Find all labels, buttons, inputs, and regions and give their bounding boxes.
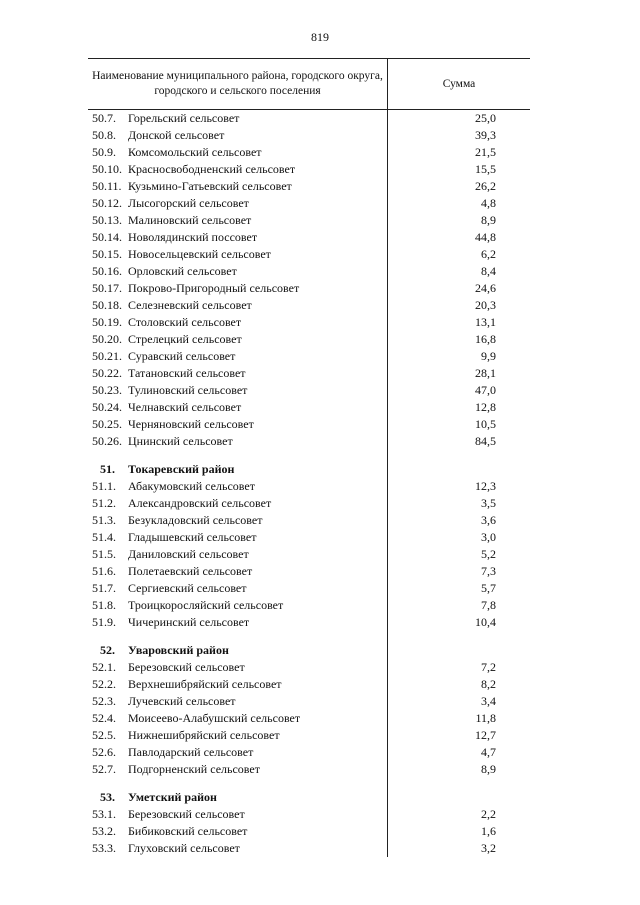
row-value: 3,0 [481, 530, 496, 544]
row-number: 50.25. [92, 417, 122, 431]
table-row [88, 348, 530, 365]
settlement-name: Орловский сельсовет [128, 264, 237, 278]
row-number: 51.4. [92, 530, 116, 544]
settlement-name: Стрелецкий сельсовет [128, 332, 242, 346]
table-row [88, 512, 530, 529]
row-number: 51.6. [92, 564, 116, 578]
table-header [88, 58, 530, 110]
table-row [88, 382, 530, 399]
row-value: 7,3 [481, 564, 496, 578]
row-number: 50.9. [92, 145, 116, 159]
row-number: 50.18. [92, 298, 122, 312]
settlement-name: Чичеринский сельсовет [128, 615, 250, 629]
settlement-name: Троицкоросляйский сельсовет [128, 598, 284, 612]
row-value: 21,5 [475, 145, 496, 159]
table-row [88, 597, 530, 614]
section-row [88, 788, 530, 806]
table-row [88, 127, 530, 144]
row-number: 50.23. [92, 383, 122, 397]
table-row [88, 563, 530, 580]
table-row [88, 399, 530, 416]
table-row [88, 580, 530, 597]
row-number: 51.7. [92, 581, 116, 595]
district-name: Токаревский район [128, 461, 235, 476]
row-value: 3,2 [481, 841, 496, 855]
table-row [88, 495, 530, 512]
budget-table [88, 58, 530, 857]
row-number: 50.13. [92, 213, 122, 227]
row-value: 4,7 [481, 745, 496, 759]
row-value: 6,2 [481, 247, 496, 261]
row-number: 51.9. [92, 615, 116, 629]
row-number: 50.8. [92, 128, 116, 142]
row-value: 16,8 [475, 332, 496, 346]
settlement-name: Татановский сельсовет [128, 366, 246, 380]
row-number: 51.8. [92, 598, 116, 612]
row-value: 4,8 [481, 196, 496, 210]
table-row [88, 195, 530, 212]
row-value: 47,0 [475, 383, 496, 397]
table-row [88, 693, 530, 710]
row-number: 50.16. [92, 264, 122, 278]
settlement-name: Александровский сельсовет [128, 496, 272, 510]
row-value: 7,8 [481, 598, 496, 612]
row-value: 2,2 [481, 807, 496, 821]
settlement-name: Покрово-Пригородный сельсовет [128, 281, 300, 295]
row-number: 50.7. [92, 111, 116, 125]
settlement-name: Моисеево-Алабушский сельсовет [128, 711, 301, 725]
row-value: 8,4 [481, 264, 496, 278]
row-number: 52.6. [92, 745, 116, 759]
settlement-name: Красносвободненский сельсовет [128, 162, 296, 176]
row-value: 24,6 [475, 281, 496, 295]
table-row [88, 840, 530, 857]
table-row [88, 280, 530, 297]
row-number: 50.15. [92, 247, 122, 261]
row-number: 50.10. [92, 162, 122, 176]
row-number: 50.22. [92, 366, 122, 380]
row-value: 12,8 [475, 400, 496, 414]
settlement-name: Новолядинский поссовет [128, 230, 258, 244]
settlement-name: Столовский сельсовет [128, 315, 242, 329]
table-row [88, 331, 530, 348]
settlement-name: Даниловский сельсовет [128, 547, 249, 561]
row-number: 50.11. [92, 179, 122, 193]
settlement-name: Донской сельсовет [128, 128, 225, 142]
row-number: 50.12. [92, 196, 122, 210]
table-row [88, 297, 530, 314]
table-row [88, 546, 530, 563]
settlement-name: Абакумовский сельсовет [128, 479, 255, 493]
table-row [88, 110, 530, 127]
row-number: 52.7. [92, 762, 116, 776]
settlement-name: Лучевский сельсовет [128, 694, 236, 708]
row-value: 5,2 [481, 547, 496, 561]
row-number: 50.24. [92, 400, 122, 414]
header-sum-column: Сумма [442, 78, 476, 90]
row-value: 25,0 [475, 111, 496, 125]
settlement-name: Черняновский сельсовет [128, 417, 254, 431]
table-row [88, 263, 530, 280]
row-value: 3,6 [481, 513, 496, 527]
table-row [88, 806, 530, 823]
settlement-name: Нижнешибряйский сельсовет [128, 728, 280, 742]
settlement-name: Березовский сельсовет [128, 807, 245, 821]
row-value: 1,6 [481, 824, 496, 838]
settlement-name: Челнавский сельсовет [128, 400, 242, 414]
settlement-name: Подгорненский сельсовет [128, 762, 260, 776]
table-row [88, 659, 530, 676]
settlement-name: Бибиковский сельсовет [128, 824, 248, 838]
row-number: 50.14. [92, 230, 122, 244]
row-number: 51. [100, 461, 115, 476]
settlement-name: Горельский сельсовет [128, 111, 240, 125]
row-value: 28,1 [475, 366, 496, 380]
district-name: Уваровский район [128, 642, 229, 657]
row-value: 12,3 [475, 479, 496, 493]
row-number: 53.3. [92, 841, 116, 855]
table-row [88, 416, 530, 433]
row-number: 50.19. [92, 315, 122, 329]
table-row [88, 614, 530, 631]
table-row [88, 229, 530, 246]
settlement-name: Павлодарский сельсовет [128, 745, 254, 759]
row-value: 20,3 [475, 298, 496, 312]
district-name: Уметский район [128, 789, 217, 804]
settlement-name: Безукладовский сельсовет [128, 513, 263, 527]
table-row [88, 433, 530, 450]
row-number: 50.20. [92, 332, 122, 346]
row-number: 52. [100, 642, 115, 657]
settlement-name: Малиновский сельсовет [128, 213, 252, 227]
row-value: 13,1 [475, 315, 496, 329]
settlement-name: Глуховский сельсовет [128, 841, 240, 855]
table-row [88, 365, 530, 382]
row-number: 53. [100, 789, 115, 804]
settlement-name: Лысогорский сельсовет [128, 196, 249, 210]
row-number: 51.1. [92, 479, 116, 493]
table-row [88, 529, 530, 546]
settlement-name: Цнинский сельсовет [128, 434, 233, 448]
table-row [88, 478, 530, 495]
settlement-name: Кузьмино-Гатьевский сельсовет [128, 179, 292, 193]
table-row [88, 823, 530, 840]
row-value: 10,4 [475, 615, 496, 629]
settlement-name: Березовский сельсовет [128, 660, 245, 674]
row-number: 52.3. [92, 694, 116, 708]
table-row [88, 676, 530, 693]
row-value: 39,3 [475, 128, 496, 142]
settlement-name: Гладышевский сельсовет [128, 530, 257, 544]
row-value: 11,8 [475, 711, 496, 725]
row-value: 44,8 [475, 230, 496, 244]
settlement-name: Новосельцевский сельсовет [128, 247, 271, 261]
row-value: 5,7 [481, 581, 496, 595]
row-value: 10,5 [475, 417, 496, 431]
row-value: 8,9 [481, 762, 496, 776]
settlement-name: Полетаевский сельсовет [128, 564, 253, 578]
row-number: 50.26. [92, 434, 122, 448]
section-row [88, 641, 530, 659]
row-number: 52.1. [92, 660, 116, 674]
row-number: 51.5. [92, 547, 116, 561]
table-row [88, 744, 530, 761]
row-value: 12,7 [475, 728, 496, 742]
row-value: 26,2 [475, 179, 496, 193]
settlement-name: Верхнешибряйский сельсовет [128, 677, 282, 691]
page-number: 819 [311, 30, 329, 44]
settlement-name: Тулиновский сельсовет [128, 383, 248, 397]
table-row [88, 212, 530, 229]
row-number: 53.2. [92, 824, 116, 838]
settlement-name: Селезневский сельсовет [128, 298, 252, 312]
row-number: 52.2. [92, 677, 116, 691]
settlement-name: Суравский сельсовет [128, 349, 236, 363]
row-number: 50.17. [92, 281, 122, 295]
row-value: 9,9 [481, 349, 496, 363]
row-number: 53.1. [92, 807, 116, 821]
row-value: 84,5 [475, 434, 496, 448]
header-name-column: Наименование муниципального района, городского округа, городского и сельского поселения [88, 59, 388, 109]
table-row [88, 727, 530, 744]
row-value: 3,5 [481, 496, 496, 510]
table-body [88, 110, 530, 857]
table-row [88, 246, 530, 263]
row-number: 51.2. [92, 496, 116, 510]
settlement-name: Сергиевский сельсовет [128, 581, 247, 595]
table-row [88, 710, 530, 727]
table-row [88, 144, 530, 161]
row-number: 52.4. [92, 711, 116, 725]
section-row [88, 460, 530, 478]
row-value: 3,4 [481, 694, 496, 708]
row-value: 15,5 [475, 162, 496, 176]
row-value: 8,9 [481, 213, 496, 227]
settlement-name: Комсомольский сельсовет [128, 145, 262, 159]
row-number: 51.3. [92, 513, 116, 527]
table-row [88, 761, 530, 778]
table-row [88, 314, 530, 331]
row-value: 8,2 [481, 677, 496, 691]
table-row [88, 178, 530, 195]
table-row [88, 161, 530, 178]
row-number: 52.5. [92, 728, 116, 742]
row-number: 50.21. [92, 349, 122, 363]
row-value: 7,2 [481, 660, 496, 674]
